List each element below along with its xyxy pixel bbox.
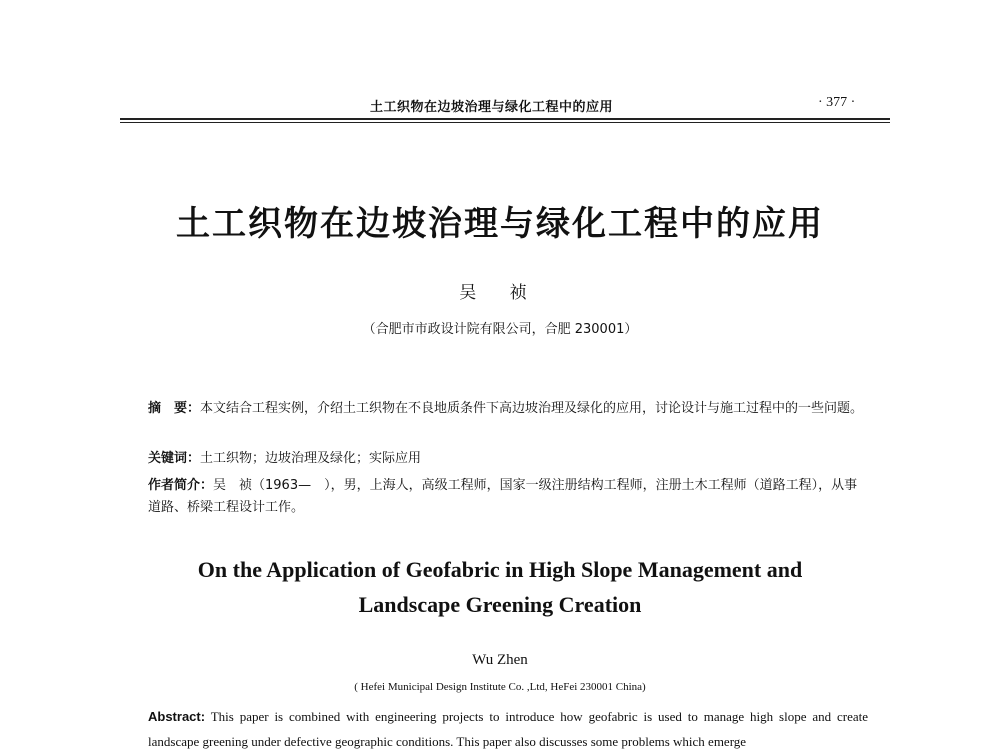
chinese-author-bio [148,475,868,519]
chinese-abstract-label: 摘 要： [148,401,201,416]
english-abstract-text: This paper is combined with engineering projects to introduce how geofabric is used to manage high slope and create landscape greening under defective geographic conditions. This paper also discusses some problems which emerge [148,709,868,749]
page-number: · 377 · [818,95,856,110]
english-title [0,552,1000,622]
english-title-line1: On the Application of Geofabric in High Slope Management and [197,557,803,582]
english-title-line2: Landscape Greening Creation [358,592,642,617]
english-abstract-label: Abstract: [148,709,206,724]
english-author: Wu Zhen [472,652,528,668]
chinese-bio-label: 作者简介： [148,478,214,493]
chinese-bio-text: 吴 祯（1963— ），男，上海人，高级工程师，国家一级注册结构工程师，注册土木工程师（道路工程），从事道路、桥梁工程设计工作。 [148,478,858,515]
english-abstract [148,704,868,754]
header-rule-thick [120,118,890,120]
header-rule-thin [120,122,890,123]
chinese-title: 土工织物在边坡治理与绿化工程中的应用 [176,204,824,244]
chinese-affiliation: （合肥市市政设计院有限公司，合肥 230001） [362,322,638,337]
chinese-keywords-label: 关键词： [148,451,201,466]
chinese-abstract [148,398,868,420]
chinese-abstract-text: 本文结合工程实例，介绍土工织物在不良地质条件下高边坡治理及绿化的应用，讨论设计与施工过程中的一些问题。 [200,401,864,416]
chinese-keywords [148,448,868,470]
running-title: 土工织物在边坡治理与绿化工程中的应用 [370,100,614,115]
chinese-keywords-text: 土工织物；边坡治理及绿化；实际应用 [200,451,422,466]
chinese-author: 吴 祯 [459,283,541,303]
english-affiliation: ( Hefei Municipal Design Institute Co. ,Ltd, HeFei 230001 China) [354,681,646,693]
